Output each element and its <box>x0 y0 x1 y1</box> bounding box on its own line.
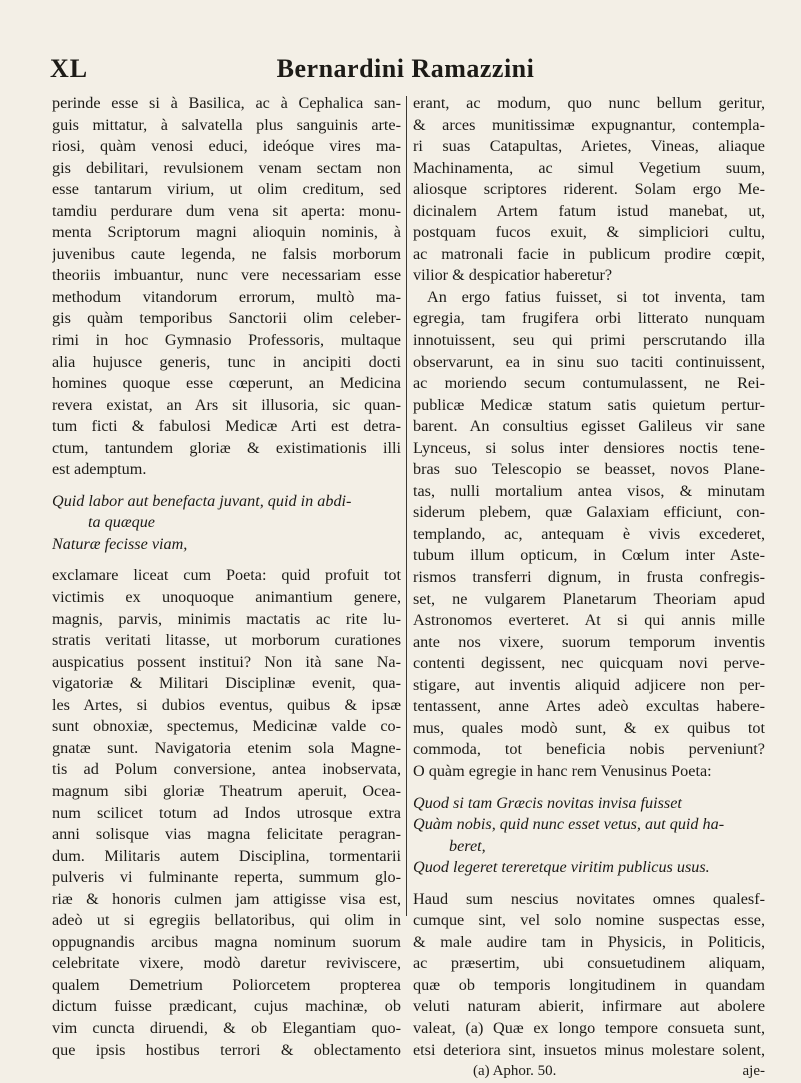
text-line: sunt obnoxiæ, spectemus, Medicinæ valde co- <box>52 717 401 736</box>
text-line: esse tantarum virium, ut olim creditum, sed <box>52 180 401 199</box>
text-line: revera existat, an Ars sit illusoria, sic quan- <box>52 395 401 414</box>
text-line: innotuissent, seu qui primi perscrutando illa <box>413 331 765 350</box>
text-line: gis debilitari, revulsionem venam sectam non <box>52 158 401 177</box>
text-line: publicæ Medicæ statum satis quietum pertur- <box>413 395 765 414</box>
text-line: contenti degissent, nec quicquam novi perve- <box>413 654 765 673</box>
left-paragraph-1 <box>52 93 401 481</box>
text-line: guis mittatur, à salvatella plus sanguinis arte- <box>52 115 401 134</box>
text-line: anni solisque vias magna felicitate peragran- <box>52 825 401 844</box>
text-line: set, ne vulgarem Planetarum Theoriam apud <box>413 589 765 608</box>
running-header <box>50 54 761 88</box>
text-line: quæ ob temporis longitudinem in quandam <box>413 975 765 994</box>
text-line: cumque sint, vel solo nomine suspectas esse, <box>413 911 765 930</box>
text-line: erant, ac modum, quo nunc bellum geritur, <box>413 94 765 112</box>
text-line: observarunt, ea in sinu suo taciti continuissent, <box>413 352 765 371</box>
text-line: commoda, tot beneficia nobis perveniunt? <box>413 740 765 759</box>
text-line: Quàm nobis, quid nunc esset vetus, aut quid ha- <box>413 815 725 834</box>
text-line: dicinalem Artem fatum istud manebat, ut, <box>413 201 765 220</box>
text-line: postquam fucos exuit, & simpliciori cultu, <box>413 223 765 242</box>
text-line: barent. An consultius egisset Galileus vir sane <box>413 417 765 436</box>
text-line: victimis ex unoquoque animantium genere, <box>52 588 401 607</box>
running-title: Bernardini Ramazzini <box>276 54 535 83</box>
text-line: tentassent, anne Artes adeò excultas habere- <box>413 697 765 716</box>
footnote: (a) Aphor. 50. <box>473 1063 557 1080</box>
text-line: theoriis imbuantur, nunc vere necessariam esse <box>52 266 401 285</box>
right-paragraph-3 <box>413 889 765 1061</box>
column-divider <box>406 96 407 916</box>
text-line: ctum, tantundem gloriæ & existimationis illi <box>52 438 401 457</box>
text-line: gnatæ sunt. Navigatoria etenim sola Magne- <box>52 738 401 757</box>
text-line: alia hujusce generis, tunc in ancipiti docti <box>52 352 401 371</box>
text-line: Quid labor aut benefacta juvant, quid in abdi- <box>52 491 352 510</box>
text-line: gis quàm temporibus Sanctorii olim celeber- <box>52 309 401 328</box>
text-line: rismos transferri dignum, in frusta confregis- <box>413 568 765 587</box>
text-line: Lynceus, si solus inter densiores noctis tene- <box>413 438 765 457</box>
text-line: siderum plebem, quæ Galaxiam efficiunt, con- <box>413 503 765 522</box>
text-line: exclamare liceat cum Poeta: quid profuit tot <box>52 566 401 585</box>
text-line: ac præsertim, ubi consuetudinem aliquam, <box>413 954 765 973</box>
text-line: que ipsis hostibus terrori & oblectamento <box>52 1040 401 1059</box>
left-column <box>52 93 401 1061</box>
text-line: veluti naturam abierit, infirmare aut abolere <box>413 997 765 1016</box>
left-quotation <box>52 491 401 556</box>
text-line: les Artes, si dubios eventus, quibus & ipsæ <box>52 695 401 714</box>
text-line: Machinamenta, ac simul Vegetium suum, <box>413 158 765 177</box>
text-line: aliosque scriptores riderent. Solam ergo Me- <box>413 180 765 199</box>
left-paragraph-2 <box>52 565 401 1061</box>
text-line: Haud sum nescius novitates omnes qualesf- <box>413 889 765 908</box>
catchword: aje- <box>742 1063 765 1080</box>
text-line: beret, <box>449 836 486 855</box>
text-line: tum ficti & fabulosi Medicæ Arti est detra- <box>52 417 401 436</box>
text-line: ante nos vixere, suorum temporum inventis <box>413 632 765 651</box>
text-line: stratis veritati litasse, ut morborum curationes <box>52 631 401 650</box>
text-line: dictum fuisse prædicant, cujus machinæ, ob <box>52 997 401 1016</box>
right-quotation <box>413 793 765 879</box>
text-line: rimi in hoc Gymnasio Professoris, multaque <box>52 331 401 350</box>
text-line: O quàm egregie in hanc rem Venusinus Poeta: <box>413 761 712 780</box>
text-line: juvenibus caute legenda, ne falsis morborum <box>52 244 401 263</box>
text-line: menta Scriptorum magni alioquin nominis, à <box>52 223 401 242</box>
text-line: vim cuncta diruendi, & ob Elegantiam quo- <box>52 1018 401 1037</box>
text-line: magnum sibi gloriæ Theatrum aperuit, Ocea- <box>52 781 401 800</box>
text-line: Quod si tam Græcis novitas invisa fuisset <box>413 793 682 812</box>
text-line: tamdiu perdurare dum vena sit aperta: monu- <box>52 201 401 220</box>
text-line: An ergo fatius fuisset, si tot inventa, tam <box>427 287 765 306</box>
text-line: ac matronali facie in publicum prodire cœpit, <box>413 244 765 263</box>
text-line: oppugnandis arcibus magna nominum suorum <box>52 932 401 951</box>
text-line: etsi deteriora sint, insuetos minus molestare solent, <box>413 1040 765 1059</box>
text-line: homines quoque esse cœperunt, an Medicina <box>52 374 401 393</box>
text-line: & arces munitissimæ expugnantur, contempla- <box>413 115 765 134</box>
text-line: riæ & honoris culmen jam attigisse visa est, <box>52 889 401 908</box>
text-line: methodum vitandorum errorum, multò ma- <box>52 287 401 306</box>
text-line: Astronomos everteret. At si qui annis mille <box>413 611 765 630</box>
right-paragraph-2 <box>413 287 765 783</box>
text-line: adeò ut si egregiis bellatoribus, qui olim in <box>52 911 401 930</box>
text-line: auspicatius possent institui? Non ità sane Na- <box>52 652 401 671</box>
text-line: egregia, tam frugifera orbi litterato nunquam <box>413 309 765 328</box>
text-line: mus, quales modò sunt, & ex quibus tot <box>413 718 765 737</box>
text-line: magnis, parvis, minimis mactatis ac rite lu- <box>52 609 401 628</box>
text-line: Quod legeret tereretque viritim publicus usus. <box>413 858 710 877</box>
right-paragraph-1 <box>413 93 765 287</box>
text-line: ac moriendo secum contumulassent, ne Rei- <box>413 374 765 393</box>
text-line: valeat, (a) Quæ ex longo tempore consueta sunt, <box>413 1018 765 1037</box>
right-column <box>413 93 765 1083</box>
text-line: bras suo Telescopio se beasset, novos Plane- <box>413 460 765 479</box>
text-line: tas, nulli mortalium antea visos, & minutam <box>413 481 765 500</box>
text-line: vilior & despicatior haberetur? <box>413 266 613 285</box>
text-line: ta quæque <box>88 513 155 532</box>
text-line: celebritate vixere, modò daretur reviviscere, <box>52 954 401 973</box>
text-line: & male audire tam in Physicis, in Politicis, <box>413 932 765 951</box>
text-line: ri suas Catapultas, Arietes, Vineas, aliaque <box>413 137 765 156</box>
page-number: XL <box>50 54 89 83</box>
footnote-line <box>413 1061 765 1083</box>
text-line: templando, ac, antequam è vivis excederet, <box>413 524 765 543</box>
text-line: dum. Militaris autem Disciplina, tormentarii <box>52 846 401 865</box>
text-line: tis ad Polum conversione, antea inobservata, <box>52 760 401 779</box>
text-line: perinde esse si à Basilica, ac à Cephalica san- <box>52 94 401 112</box>
text-line: qualem Demetrium Poliorcetem propterea <box>52 975 401 994</box>
text-line: pulveris vi fulminante reperta, summum glo- <box>52 868 401 887</box>
text-line: stigare, aut inventis aliquid adjicere non per- <box>413 675 765 694</box>
text-line: est ademptum. <box>52 460 147 479</box>
text-line: num scilicet totum ad Indos utrosque extra <box>52 803 401 822</box>
text-line: Naturæ fecisse viam, <box>52 534 188 553</box>
text-line: riosi, quàm venosi educi, ideóque vires ma- <box>52 137 401 156</box>
text-line: tubum illum opticum, in Cœlum inter Aste- <box>413 546 765 565</box>
text-line: vigatoriæ & Militari Disciplinæ evenit, qua- <box>52 674 401 693</box>
